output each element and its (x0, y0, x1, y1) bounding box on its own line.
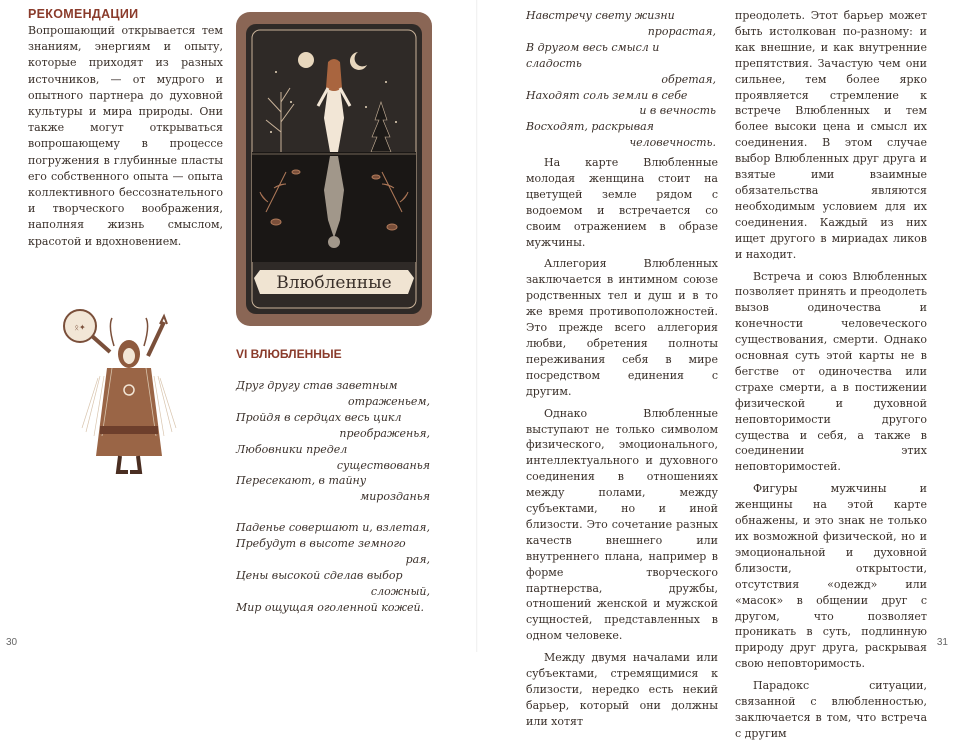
page-gutter (476, 0, 478, 652)
poem-left (236, 378, 430, 631)
poem-line: Мир ощущая оголенной кожей. (236, 600, 425, 614)
shaman-figure-icon (52, 306, 182, 486)
page-number-right: 31 (936, 637, 948, 648)
poem-stanza (236, 378, 430, 505)
poem-line: Цены высокой сделав выбор (236, 568, 403, 582)
poem-line: Пересекают, в тайну (236, 474, 367, 488)
poem-line: отраженьем, (347, 394, 430, 408)
recommendations-text: Вопрошающий открывается тем знаниям, энергиям и опыту, которые приходят из разных источников, — от мудрого и опытного партнера до духовной культуры и мира природы. Они также могут открываться вопрошающему в процессе погружения в глубинные пласты его собственного опыта — опыта коллективного бессознательного и творческого воображения, наполняя жизнь смыслом, красотой и вдохновением. (28, 24, 223, 248)
poem-line: В другом весь смысл и сладость (526, 40, 660, 70)
paragraph: Встреча и союз Влюбленных позволяет принять и преодолеть вызов одиночества и конечности человеческого существования, смерти. Однако основная суть этой карты не в бегстве от одиночества или страхе смерти, а в постижении физической и духовной неповторимости другого существа и себя, а также в соединении этих неповторимостей. (735, 269, 927, 474)
shaman-illustration (52, 306, 182, 486)
poem-line: Навстречу свету жизни (526, 9, 675, 22)
poem-line: Пребудут в высоте земного (236, 537, 406, 551)
paragraph: Аллегория Влюбленных заключается в интимном союзе родственных тел и душ и в то же время противоположностей. Это прежде всего аллегория любви, обретения полноты переживания себя в мире посредством единения с другим. (526, 257, 718, 398)
poem-line: Паденье совершают и, взлетая, (236, 521, 430, 535)
poem-line: человечность. (629, 136, 716, 150)
poem-line: и в вечность (639, 104, 716, 118)
paragraph: Парадокс ситуации, связанной с влюбленностью, заключается в том, что встреча с другим (735, 679, 927, 740)
paragraph: Однако Влюбленные выступают не только символом физического, эмоционального, интеллектуального и духовного соединения в отношениях между полами, между субъектами, но и иной близости. Это сочетание разных качеств внешнего или внутреннего плана, например в форме творческого партнерства, дружбы, отношений женской и мужской сущностей, представленных в одном человеке. (526, 406, 718, 643)
page-number-left: 30 (6, 637, 18, 648)
paragraph: Между двумя началами или субъектами, стремящимися к близости, нередко есть некий барьер, который они должны или хотят (526, 651, 718, 728)
poem-line: Любовники предел (236, 442, 348, 456)
section-title: VI ВЛЮБЛЕННЫЕ (236, 347, 342, 361)
lovers-tarot-card (236, 12, 432, 326)
right-column-1 (526, 155, 718, 736)
paragraph: Фигуры мужчины и женщины на этой карте обнажены, и это знак не только их возможной физической, но и эмоциональной и духовной близости, открытости, отсутствия «одежд» или «масок» в общении друг с другом, что позволяет проникать в суть, подлинную природу друг друга, раскрывая свою неповторимость. (735, 482, 927, 671)
poem-line: мирозданья (360, 490, 430, 504)
poem-line: Восходят, раскрывая (526, 120, 654, 134)
poem-line: Пройдя в сердцах весь цикл (236, 410, 402, 424)
poem-line: Находят соль земли в себе (526, 88, 688, 102)
card-banner-text: Влюбленные (276, 273, 392, 293)
poem-line: сложный, (370, 584, 430, 598)
poem-line: рая, (405, 553, 430, 567)
poem-line: прорастая, (647, 24, 716, 38)
sun-icon (298, 52, 314, 68)
poem-line: преображенья, (339, 426, 430, 440)
paragraph: преодолеть. Этот барьер может быть истолкован по-разному: и как внешние, и как внутренние препятствия. Зачастую чем они сильнее, тем более ярко проявляется стремление к встрече Влюбленных и тем более высоки цена и смысл их соединения. В этом случае выбор Влюбленных друг друга и взятые ими взаимные обязательства являются необходимым условием для их соединения. Каждый из них ищет другого в мириадах ликов и находит. (735, 9, 927, 261)
poem-line: Друг другу став заветным (236, 379, 398, 392)
svg-text:ᛟ✦: ᛟ✦ (74, 323, 86, 332)
poem-right (526, 8, 716, 151)
paragraph: На карте Влюбленные молодая женщина стоит на цветущей земле рядом с водоемом и встречается со своим отражением в образе мужчины. (526, 156, 718, 249)
poem-line: существованья (336, 458, 430, 472)
right-column-2 (735, 8, 927, 748)
lovers-card-illustration (236, 12, 432, 326)
poem-line: обретая, (661, 72, 716, 86)
recommendations-heading: РЕКОМЕНДАЦИИ (28, 7, 139, 21)
poem-stanza (236, 520, 430, 615)
